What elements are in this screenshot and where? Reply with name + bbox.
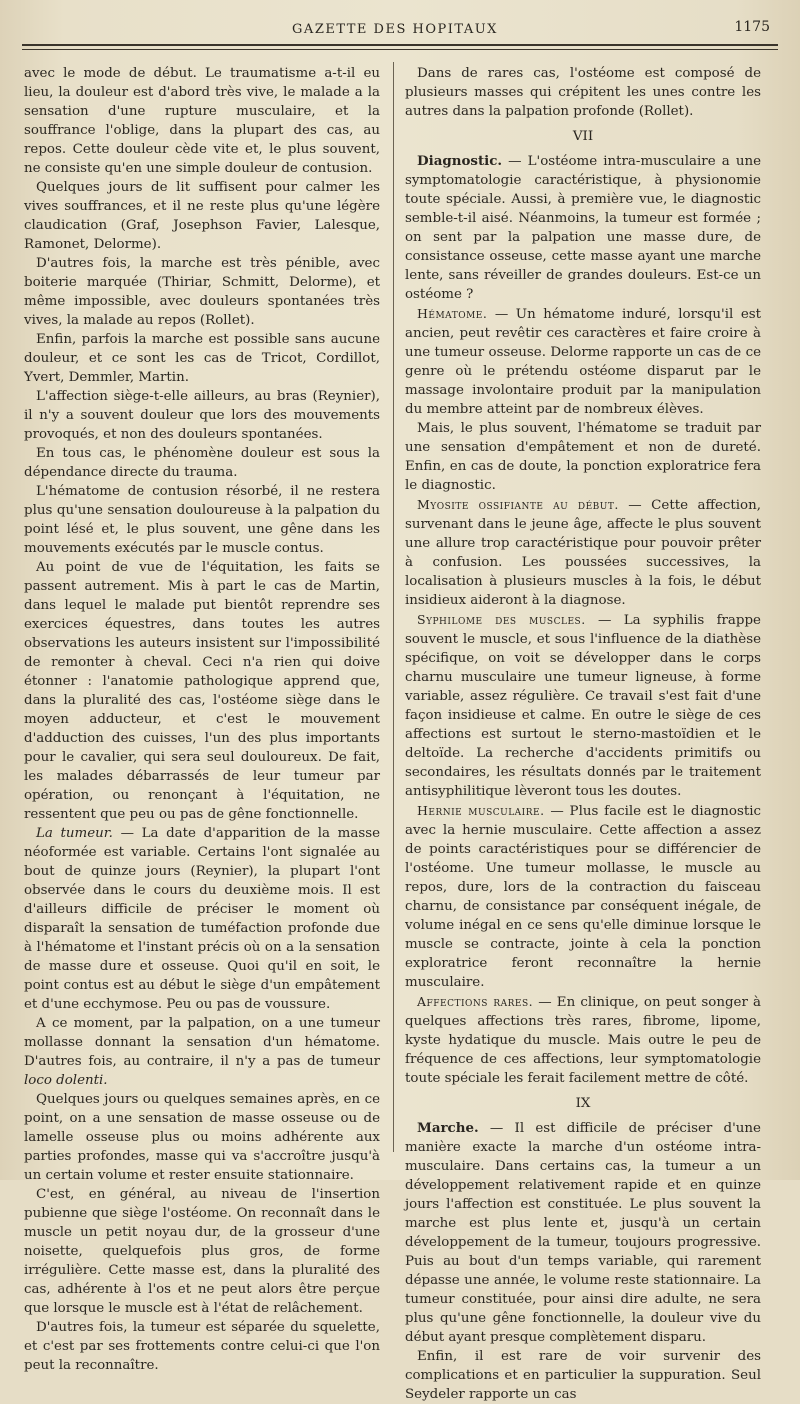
section-label: Marche. — [417, 1120, 479, 1136]
paragraph: D'autres fois, la marche est très pénible, avec boiterie marquée (Thiriar, Schmitt, Delorme), et même impossible, avec douleurs spontanées très vives, la malade au repos (Rollet). — [24, 256, 380, 328]
paragraph-syphilome — [405, 610, 761, 801]
section-number-ix: IX — [575, 1096, 591, 1111]
paragraph-diagnostic — [405, 152, 761, 304]
subsection-label: Hernie musculaire. — [417, 803, 545, 818]
paragraph-text: — Il est difficile de préciser d'une manière exacte la marche d'un ostéome intra-musculaire. Dans certains cas, la tumeur a un développement relativement rapide et en quinze jours l'affection est constituée. Le plus souvent la marche est plus lente et, jusqu'à un certain développement de la tumeur, toujours progressive. Puis au bout d'un temps variable, qui rarement dépasse une année, le volume reste stationnaire. La tumeur constituée, pour ainsi dire adulte, ne sera plus qu'une gêne fonctionnelle, la douleur vive du début ayant presque complètement disparu. — [405, 1121, 761, 1345]
section-label: Diagnostic. — [417, 153, 503, 169]
subsection-label: Affections rares. — [417, 994, 534, 1009]
paragraph-text: — L'ostéome intra-musculaire a une symptomatologie caractéristique, à physionomie toute spéciale. Aussi, à première vue, le diagnostic semble-t-il aisé. Néanmoins, la tumeur est formée ; on sent par la palpation une masse dure, de consistance osseuse, cette masse ayant une marche lente, sans réveiller de grandes douleurs. Est-ce un ostéome ? — [405, 154, 761, 302]
paragraph-hematome — [405, 304, 761, 419]
page-header — [20, 14, 770, 44]
latin-phrase: loco dolenti. — [24, 1073, 108, 1088]
paragraph-text: — Plus facile est le diagnostic avec la hernie musculaire. Cette affection a assez de points caractéristiques pour se différencier de l'ostéome. Une tumeur mollasse, le muscle au repos, dure, lors de la contraction du faisceau charnu, de consistance par conséquent inégale, de volume inégal en ce sens qu'elle diminue lorsque le muscle se contracte, jointe à cela la ponction exploratrice feront reconnaître la hernie musculaire. — [405, 804, 761, 990]
paragraph: D'autres fois, la tumeur est séparée du squelette, et c'est par ses frottements contre celui-ci que l'on peut la reconnaître. — [24, 1320, 380, 1373]
column-separator — [393, 62, 394, 1152]
page-number: 1175 — [734, 19, 770, 35]
section-label: La tumeur. — [36, 826, 113, 841]
paragraph-text: — La syphilis frappe souvent le muscle, et sous l'influence de la diathèse spécifique, on voit se développer dans le corps charnu musculaire une tumeur ligneuse, à forme variable, assez régulière. Ce travail s'est fait d'une façon insidieuse et calme. En outre le siège de ces affections est surtout le sterno-mastoïdien et le deltoïde. La recherche d'accidents primitifs ou secondaires, les résultats donnés par le traitement antisyphilitique lèveront tous les doutes. — [405, 613, 761, 799]
paragraph-hernie — [405, 801, 761, 992]
paragraph: avec le mode de début. Le traumatisme a-t-il eu lieu, la douleur est d'abord très vive, le malade a la sensation d'une rupture musculaire, et la souffrance l'oblige, dans la plupart des cas, au repos. Cette douleur cède vite et, le plus souvent, ne consiste qu'en une simple douleur de contusion. — [24, 66, 380, 176]
paragraph: Enfin, il est rare de voir survenir des complications et en particulier la suppuration. Seul Seydeler rapporte un cas — [405, 1349, 761, 1402]
header-rule-thick — [22, 44, 778, 46]
paragraph: En tous cas, le phénomène douleur est sous la dépendance directe du trauma. — [24, 446, 380, 480]
right-column — [405, 64, 761, 1404]
left-column — [24, 64, 380, 1375]
paragraph-affections-rares — [405, 992, 761, 1088]
section-number-vii: VII — [572, 129, 594, 144]
paragraph: Enfin, parfois la marche est possible sans aucune douleur, et ce sont les cas de Tricot, Cordillot, Yvert, Demmler, Martin. — [24, 332, 380, 385]
paragraph-text: — En clinique, on peut songer à quelques affections très rares, fibrome, lipome, kyste hydatique du muscle. Mais outre le peu de fréquence de ces affections, leur symptomatologie toute spéciale les ferait facilement mettre de côté. — [405, 995, 761, 1086]
paragraph: Mais, le plus souvent, l'hématome se traduit par une sensation d'empâtement et non de dureté. Enfin, en cas de doute, la ponction exploratrice fera le diagnostic. — [405, 421, 761, 493]
paragraph: L'affection siège-t-elle ailleurs, au bras (Reynier), il n'y a souvent douleur que lors des mouvements provoqués, et non des douleurs spontanées. — [24, 389, 380, 442]
paragraph: Quelques jours ou quelques semaines après, en ce point, on a une sensation de masse osseuse ou de lamelle osseuse plus ou moins adhérente aux parties profondes, masse qui va s'accroître jusqu'à un certain volume et rester ensuite stationnaire. — [24, 1092, 380, 1183]
paragraph-la-tumeur — [24, 824, 380, 1014]
running-title: GAZETTE DES HOPITAUX — [292, 22, 498, 37]
subsection-label: Syphilome des muscles. — [417, 612, 586, 627]
subsection-label: Hématome. — [417, 306, 488, 321]
paragraph-text: A ce moment, par la palpation, on a une tumeur mollasse donnant la sensation d'un hématome. D'autres fois, au contraire, il n'y a pas de tumeur — [24, 1016, 380, 1069]
paragraph: Quelques jours de lit suffisent pour calmer les vives souffrances, et il ne reste plus qu'une légère claudication (Graf, Josephson Favier, Lalesque, Ramonet, Delorme). — [24, 180, 380, 252]
header-rule-thin — [22, 49, 778, 50]
paragraph-text: — Un hématome induré, lorsqu'il est ancien, peut revêtir ces caractères et faire croire à une tumeur osseuse. Delorme rapporte un cas de ce genre où le prétendu ostéome disparut par le massage involontaire produit par la manipulation du membre atteint par de nombreux élèves. — [405, 307, 761, 417]
paragraph-text: — La date d'apparition de la masse néoformée est variable. Certains l'ont signalée au bout de quinze jours (Reynier), la plupart l'ont observée dans le cours du deuxième mois. Il est d'ailleurs difficile de préciser le moment où disparaît la sensation de tuméfaction profonde due à l'hématome et l'instant précis où on a la sensation de masse dure et osseuse. Quoi qu'il en soit, le point contus est au début le siège d'un empâtement et d'une ecchymose. Peu ou pas de voussure. — [24, 826, 380, 1012]
paragraph-marche — [405, 1119, 761, 1347]
subsection-label: Myosite ossifiante au début. — [417, 497, 619, 512]
paragraph: L'hématome de contusion résorbé, il ne restera plus qu'une sensation douloureuse à la palpation du point lésé et, le plus souvent, une gêne dans les mouvements exécutés par le muscle contus. — [24, 484, 380, 556]
paragraph — [24, 1014, 380, 1090]
paragraph-text: — Cette affection, survenant dans le jeune âge, affecte le plus souvent une allure trop caractéristique pour pouvoir prêter à confusion. Les poussées successives, la localisation à plusieurs muscles à la fois, le début insidieux aideront à la diagnose. — [405, 498, 761, 608]
paragraph: C'est, en général, au niveau de l'insertion pubienne que siège l'ostéome. On reconnaît dans le muscle un petit noyau dur, de la grosseur d'une noisette, quelquefois plus gros, de forme irrégulière. Cette masse est, dans la pluralité des cas, adhérente à l'os et ne peut alors être perçue que lorsque le muscle est à l'état de relâchement. — [24, 1187, 380, 1316]
paragraph: Dans de rares cas, l'ostéome est composé de plusieurs masses qui crépitent les unes contre les autres dans la palpation profonde (Rollet). — [405, 66, 761, 119]
paragraph-myosite — [405, 495, 761, 610]
paragraph: Au point de vue de l'équitation, les faits se passent autrement. Mis à part le cas de Martin, dans lequel le malade put bientôt reprendre ses exercices équestres, dans toutes les autres observations les auteurs insistent sur l'impossibilité de remonter à cheval. Ceci n'a rien qui doive étonner : l'anatomie pathologique apprend que, dans la pluralité des cas, l'ostéome siège dans le moyen adducteur, et c'est le mouvement d'adduction des cuisses, l'un des plus importants pour le cavalier, qui sera seul douloureux. De fait, les malades débarrassés de leur tumeur par opération, ou renonçant à l'équitation, ne ressentent que peu ou pas de gêne fonctionnelle. — [24, 560, 380, 822]
